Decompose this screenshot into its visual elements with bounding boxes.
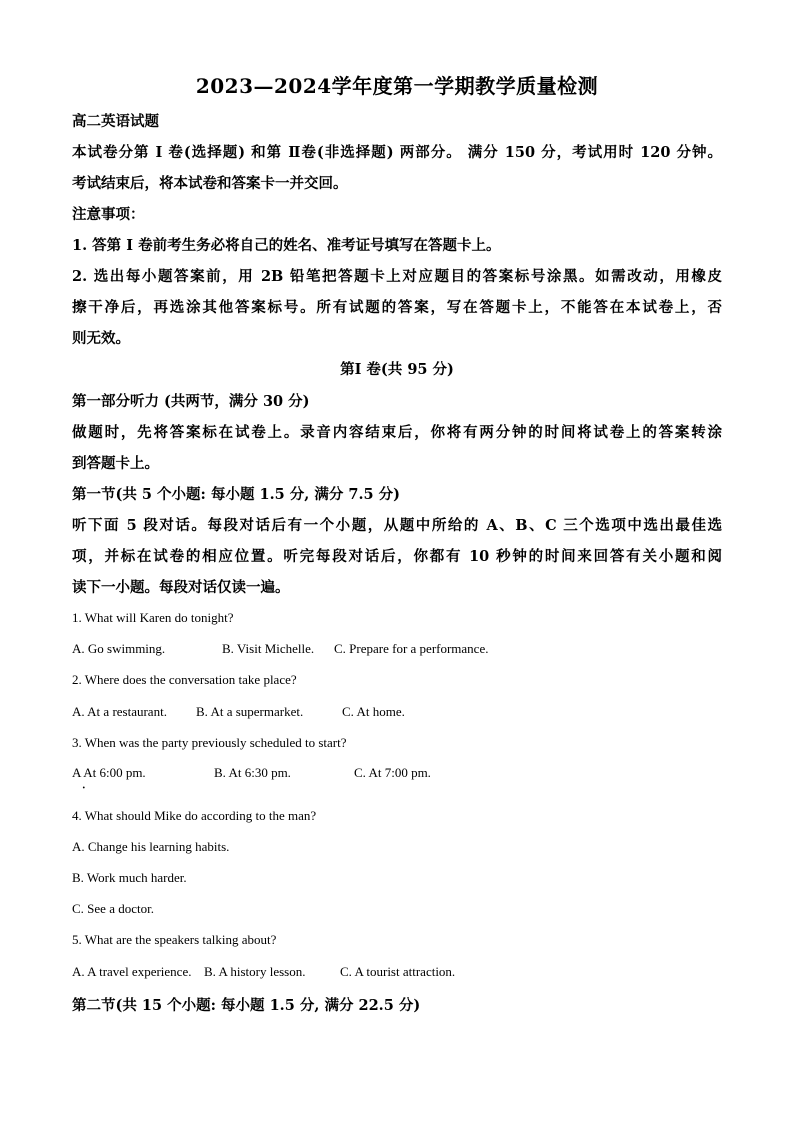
question-3: 3. When was the party previously scheduled to start? [72, 735, 347, 750]
question-1: 1. What will Karen do tonight? [72, 610, 234, 625]
question-5-option-c: C. A tourist attraction. [340, 964, 456, 979]
part-1-instructions-line-2: 到答题卡上。 [72, 455, 159, 472]
section-1-instructions-line-2: 项，并标在试卷的相应位置。听完每段对话后，你都有 10 秒钟的时间来回答有关小题和阅 [72, 548, 722, 565]
note-1: 1. 答第 I 卷前考生务必将自己的姓名、准考证号填写在答题卡上。 [72, 237, 501, 254]
question-2: 2. Where does the conversation take place? [72, 672, 297, 687]
question-4-option-a: A. Change his learning habits. [72, 839, 230, 854]
stray-dot: • [82, 785, 86, 792]
question-2-option-b: B. At a supermarket. [196, 704, 304, 719]
section-1-instructions-line-1: 听下面 5 段对话。每段对话后有一个小题，从题中所给的 A、B、C 三个选项中选出最佳选 [72, 517, 722, 534]
note-2-line-3: 则无效。 [72, 330, 130, 347]
question-4-option-c: C. See a doctor. [72, 901, 154, 916]
question-3-option-c: C. At 7:00 pm. [354, 765, 431, 780]
intro-line-2: 考试结束后，将本试卷和答案卡一并交回。 [72, 175, 348, 192]
question-2-option-c: C. At home. [342, 704, 405, 719]
question-4: 4. What should Mike do according to the man? [72, 808, 317, 823]
part-1-instructions-line-1: 做题时，先将答案标在试卷上。录音内容结束后，你将有两分钟的时间将试卷上的答案转涂 [72, 424, 722, 441]
question-1-option-c: C. Prepare for a performance. [334, 641, 489, 656]
section-1-heading: 第一节(共 5 个小题: 每小题 1.5 分, 满分 7.5 分) [72, 486, 401, 503]
question-1-option-a: A. Go swimming. [72, 641, 166, 656]
question-5: 5. What are the speakers talking about? [72, 932, 277, 947]
intro-line-1: 本试卷分第 I 卷(选择题) 和第 Ⅱ卷(非选择题) 两部分。 满分 150 分，考试用时 120 分钟。 [72, 144, 722, 161]
question-2-option-a: A. At a restaurant. [72, 704, 167, 719]
question-5-option-a: A. A travel experience. [72, 964, 192, 979]
subject-label: 高二英语试题 [72, 113, 159, 130]
question-5-option-b: B. A history lesson. [204, 964, 306, 979]
note-2-line-1: 2. 选出每小题答案前，用 2B 铅笔把答题卡上对应题目的答案标号涂黑。如需改动，用橡皮 [72, 268, 722, 285]
section-2-heading: 第二节(共 15 个小题: 每小题 1.5 分, 满分 22.5 分) [72, 997, 421, 1014]
section-1-instructions-line-3: 读下一小题。每段对话仅读一遍。 [72, 579, 290, 596]
question-3-option-b: B. At 6:30 pm. [214, 765, 291, 780]
note-2-line-2: 擦干净后，再选涂其他答案标号。所有试题的答案，写在答题卡上，不能答在本试卷上，否 [72, 299, 722, 316]
notes-heading: 注意事项： [72, 206, 145, 223]
question-1-option-b: B. Visit Michelle. [222, 641, 315, 656]
part-1-heading: 第一部分听力 (共两节，满分 30 分) [72, 393, 310, 410]
question-4-option-b: B. Work much harder. [72, 870, 187, 885]
volume-1-heading: 第Ⅰ 卷(共 95 分) [340, 361, 454, 378]
page-title: 2023—2024学年度第一学期教学质量检测 [195, 74, 599, 98]
question-3-option-a: A At 6:00 pm. [72, 765, 146, 780]
